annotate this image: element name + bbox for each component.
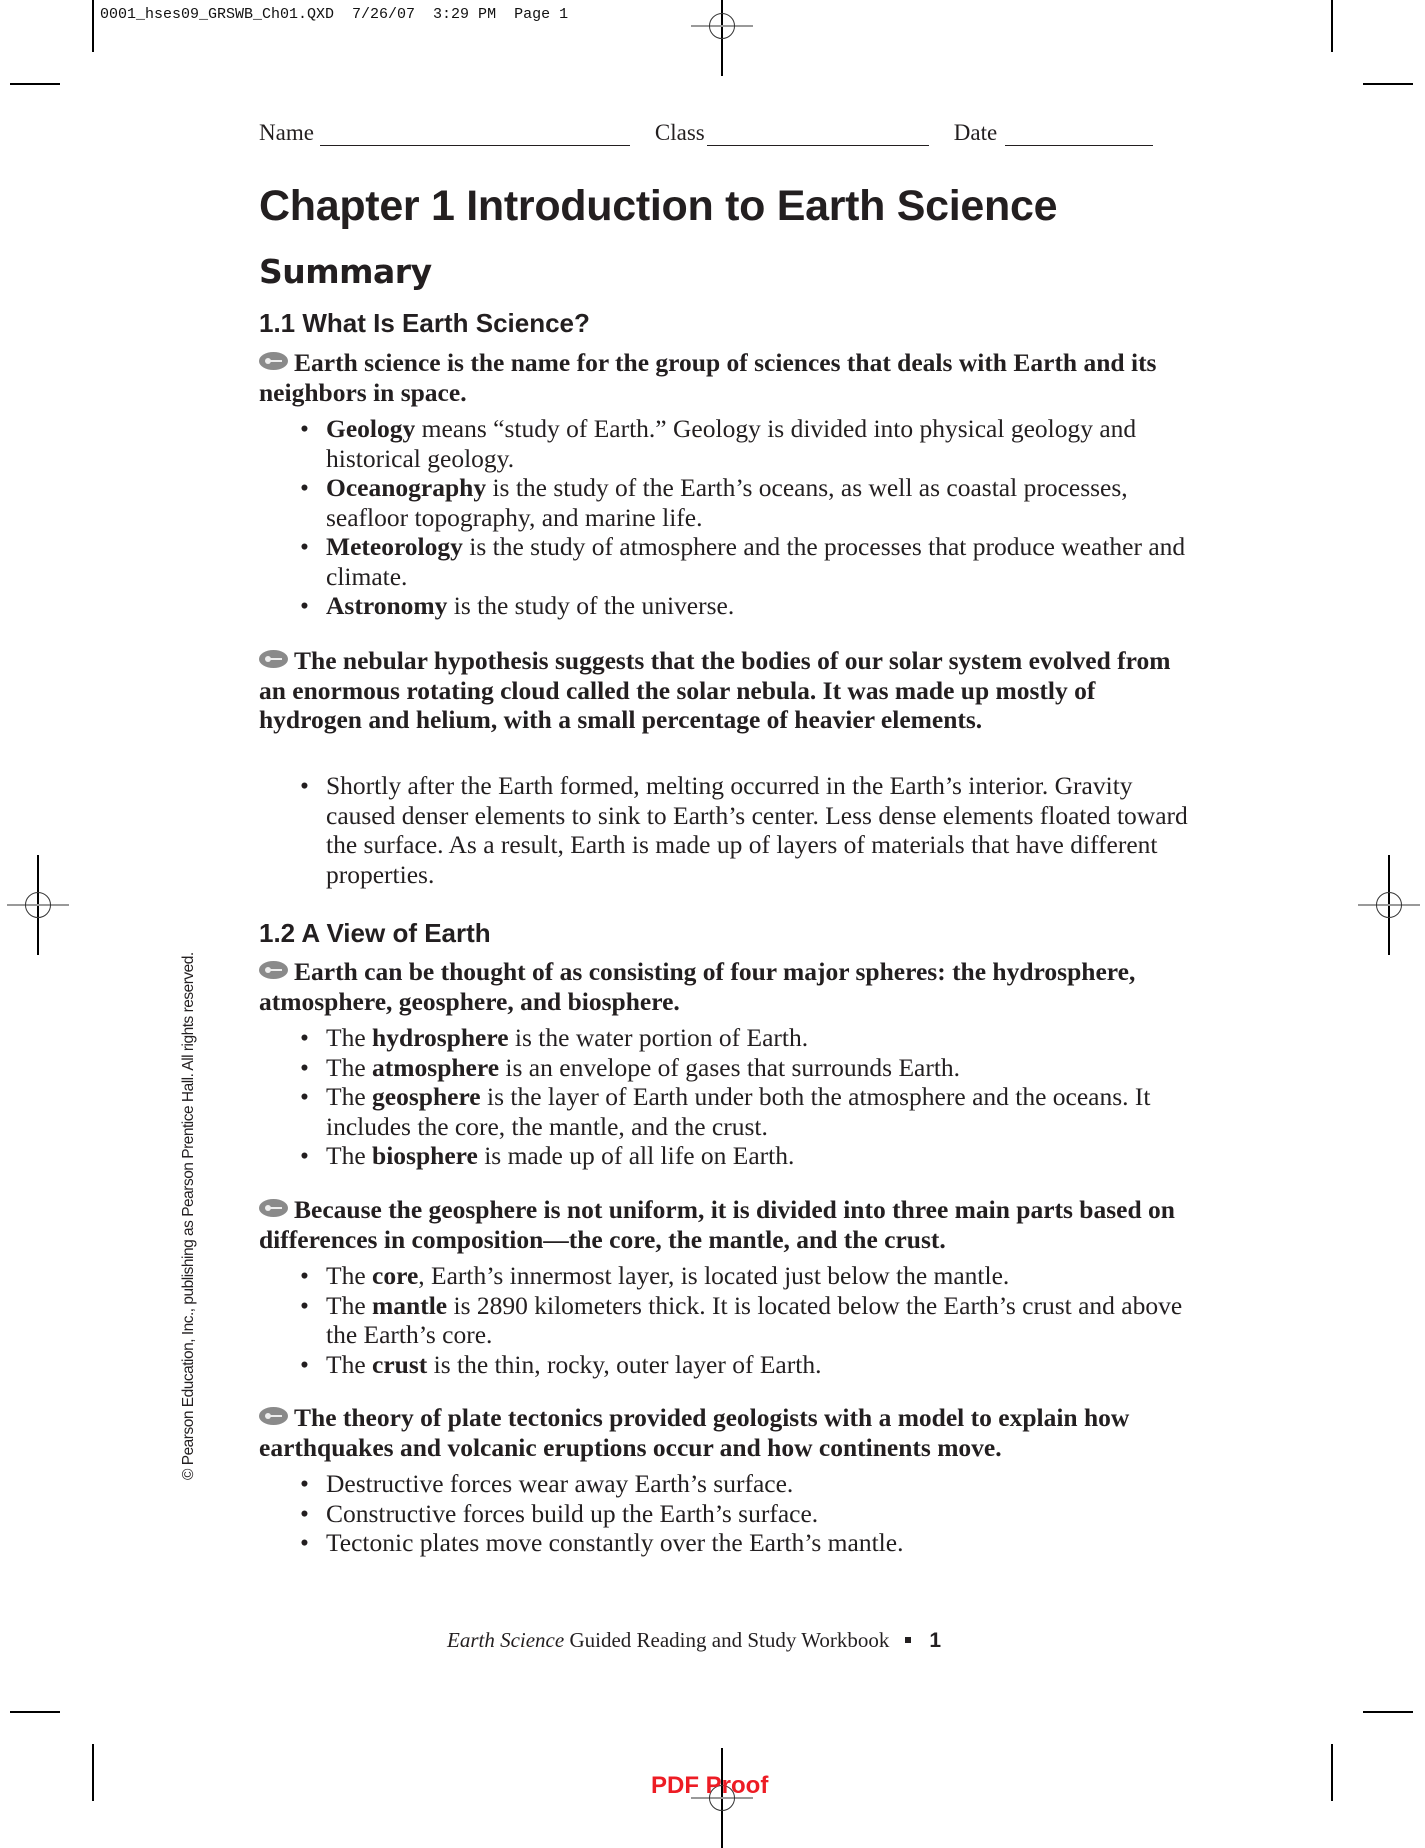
- crop-mark: [92, 0, 94, 52]
- list-item: • The mantle is 2890 kilometers thick. It is located below the Earth’s crust and above the Earth’s core.: [296, 1291, 1189, 1350]
- registration-mark-top: [679, 0, 765, 76]
- book-title: Earth Science: [447, 1628, 565, 1652]
- key-icon: [259, 1199, 288, 1217]
- crop-mark: [92, 1744, 94, 1801]
- crop-mark: [10, 1711, 60, 1713]
- key-icon: [259, 650, 288, 668]
- key-concept: The nebular hypothesis suggests that the bodies of our solar system evolved from an enormous rotating cloud called the solar nebula. It was made up mostly of hydrogen and helium, with a small percentage of heavier elements.: [259, 646, 1171, 734]
- name-input-line[interactable]: [320, 125, 630, 146]
- section-heading-1-2: 1.2 A View of Earth: [259, 918, 491, 948]
- key-concept: Earth can be thought of as consisting of four major spheres: the hydrosphere, atmosphere, geosphere, and biosphere.: [259, 957, 1136, 1016]
- list-item: • Meteorology is the study of atmosphere and the processes that produce weather and climate.: [296, 532, 1189, 591]
- list-item: • The core, Earth’s innermost layer, is located just below the mantle.: [296, 1261, 1189, 1291]
- name-label: Name: [259, 120, 314, 145]
- pdf-proof-watermark: PDF Proof: [651, 1772, 769, 1799]
- class-field[interactable]: [655, 120, 929, 146]
- key-concept: The theory of plate tectonics provided geologists with a model to explain how earthquakes and volcanic eruptions occur and how continents move.: [259, 1403, 1130, 1462]
- registration-mark-left: [0, 855, 81, 955]
- bullet-list: [296, 1469, 1189, 1558]
- bullet-list: [296, 1261, 1189, 1379]
- key-concept: Earth science is the name for the group of sciences that deals with Earth and its neighbors in space.: [259, 348, 1157, 407]
- key-concept: Because the geosphere is not uniform, it is divided into three main parts based on differences in composition—the core, the mantle, and the crust.: [259, 1195, 1175, 1254]
- chapter-title: Chapter 1 Introduction to Earth Science: [259, 182, 1058, 230]
- date-label: Date: [953, 120, 998, 145]
- crop-mark: [10, 83, 60, 85]
- list-item: • The geosphere is the layer of Earth under both the atmosphere and the oceans. It includes the core, the mantle, and the crust.: [296, 1082, 1189, 1141]
- key-icon: [259, 352, 288, 370]
- class-label: Class: [654, 120, 705, 145]
- date-field[interactable]: [954, 120, 1153, 146]
- crop-mark: [1331, 1744, 1333, 1801]
- list-item: • The crust is the thin, rocky, outer layer of Earth.: [296, 1350, 1189, 1380]
- student-info-row: [259, 120, 1189, 146]
- summary-heading: Summary: [259, 252, 432, 291]
- key-icon: [259, 961, 288, 979]
- class-input-line[interactable]: [707, 125, 929, 146]
- list-item: • The hydrosphere is the water portion of Earth.: [296, 1023, 1189, 1053]
- list-item: • Astronomy is the study of the universe.: [296, 591, 1189, 621]
- bullet-list: [296, 1023, 1189, 1171]
- list-item: • Geology means “study of Earth.” Geology is divided into physical geology and historical geology.: [296, 414, 1189, 473]
- list-item: • Constructive forces build up the Earth’s surface.: [296, 1499, 1189, 1529]
- separator-square-icon: [905, 1637, 911, 1643]
- list-item: • Shortly after the Earth formed, melting occurred in the Earth’s interior. Gravity caused denser elements to sink to Earth’s center. Less dense elements floated toward the surface. As a result, Earth is made up of layers of materials that have different properties.: [296, 771, 1189, 889]
- list-item: • Tectonic plates move constantly over the Earth’s mantle.: [296, 1528, 1189, 1558]
- page-footer: Earth Science Guided Reading and Study Workbook 1: [447, 1628, 942, 1652]
- print-slug: 0001_hses09_GRSWB_Ch01.QXD 7/26/07 3:29 PM Page 1: [100, 6, 569, 23]
- list-item: • Oceanography is the study of the Earth’s oceans, as well as coastal processes, seafloor topography, and marine life.: [296, 473, 1189, 532]
- crop-mark: [1331, 0, 1333, 52]
- page-number: 1: [929, 1629, 942, 1652]
- key-icon: [259, 1407, 288, 1425]
- date-input-line[interactable]: [1005, 125, 1153, 146]
- copyright-notice: © Pearson Education, Inc., publishing as Pearson Prentice Hall. All rights reserved.: [180, 952, 197, 1480]
- crop-mark: [1363, 83, 1413, 85]
- list-item: • The biosphere is made up of all life on Earth.: [296, 1141, 1189, 1171]
- crop-mark: [1363, 1711, 1413, 1713]
- name-field[interactable]: [259, 120, 630, 146]
- list-item: • Destructive forces wear away Earth’s surface.: [296, 1469, 1189, 1499]
- list-item: • The atmosphere is an envelope of gases that surrounds Earth.: [296, 1053, 1189, 1083]
- registration-mark-right: [1346, 855, 1425, 955]
- section-heading-1-1: 1.1 What Is Earth Science?: [259, 308, 590, 338]
- bullet-list: [296, 414, 1189, 621]
- bullet-list: [296, 771, 1189, 889]
